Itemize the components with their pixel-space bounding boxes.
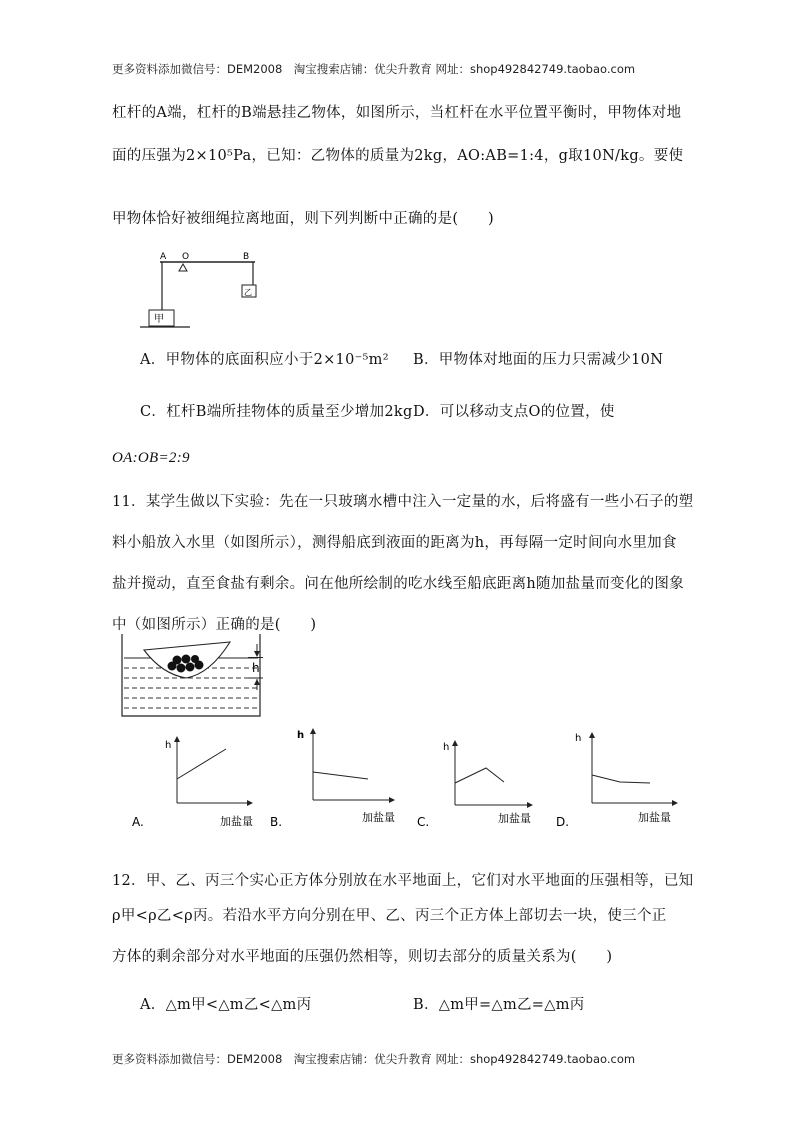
graph-a-line [177,749,226,779]
graph-a-ylabel: h [165,740,172,751]
q10-option-d-ratio: OA:OB=2:9 [112,450,190,466]
q11-line1: 11．某学生做以下实验：先在一只玻璃水槽中注入一定量的水，后将盛有一些小石子的塑 [112,494,694,510]
graph-c [417,742,531,829]
graph-d [556,733,675,829]
svg-text:乙: 乙 [244,288,252,297]
boat-tank-figure [120,630,270,720]
q10-line2: 面的压强为2×10⁵Pa，已知：乙物体的质量为2kg，AO:AB=1:4，g取10N/kg。要使 [112,148,684,164]
q12-line2: ρ甲<ρ乙<ρ丙。若沿水平方向分别在甲、乙、丙三个正方体上部切去一块，使三个正 [112,908,667,924]
q10-line3: 甲物体恰好被细绳拉离地面，则下列判断中正确的是( ) [112,211,494,227]
q12-line1: 12．甲、乙、丙三个实心正方体分别放在水平地面上，它们对水平地面的压强相等，已知 [112,873,694,889]
graph-c-xlabel: 加盐量 [498,812,531,825]
graph-b-line [313,772,368,779]
graph-a-xlabel: 加盐量 [220,815,253,828]
q12-option-b: B．△m甲=△m乙=△m丙 [413,997,585,1013]
graph-d-ylabel: h [575,733,582,744]
q12-option-a: A．△m甲<△m乙<△m丙 [140,997,312,1013]
graph-d-letter: D. [556,815,570,829]
label-B: B [243,252,250,262]
q10-line1: 杠杆的A端，杠杆的B端悬挂乙物体，如图所示，当杠杆在水平位置平衡时，甲物体对地 [112,105,682,121]
q12-line3: 方体的剩余部分对水平地面的压强仍然相等，则切去部分的质量关系为( ) [112,949,613,965]
graph-b-xlabel: 加盐量 [362,811,395,824]
q11-line4: 中（如图所示）正确的是( ) [112,617,317,633]
label-jia: 甲 [154,314,164,325]
q11-line2: 料小船放入水里（如图所示），测得船底到液面的距离为h，再每隔一定时间向水里加食 [112,535,677,551]
graph-d-xlabel: 加盐量 [638,811,671,824]
h-label: h [252,661,260,675]
q11-line3: 盐并搅动，直至食盐有剩余。问在他所绘制的吃水线至船底距离h随加盐量而变化的图象 [112,576,685,592]
graph-c-line [455,768,504,783]
page-header: 更多资料添加微信号：DEM2008 淘宝搜索店铺：优尖升教育 网址：shop492842749.taobao.com [112,62,636,76]
q10-option-a: A．甲物体的底面积应小于2×10⁻⁵m² [140,352,389,368]
graph-options [130,725,690,835]
lever-figure [140,248,270,333]
graph-c-letter: C. [417,815,430,829]
label-A: A [160,252,167,262]
q10-option-b: B．甲物体对地面的压力只需减少10N [413,352,664,368]
page-footer: 更多资料添加微信号：DEM2008 淘宝搜索店铺：优尖升教育 网址：shop492842749.taobao.com [112,1052,636,1066]
graph-a-letter: A. [132,815,144,829]
graph-b-letter: B. [270,815,283,829]
graph-d-line [592,775,650,783]
graph-a [132,739,253,829]
graph-c-ylabel: h [443,742,450,753]
graph-b [270,730,395,829]
label-O: O [182,252,190,262]
q10-option-c: C．杠杆B端所挂物体的质量至少增加2kg [140,404,413,420]
q10-option-d: D．可以移动支点O的位置，使 [413,404,615,420]
fulcrum [179,264,187,271]
graph-b-ylabel: h [297,730,305,741]
